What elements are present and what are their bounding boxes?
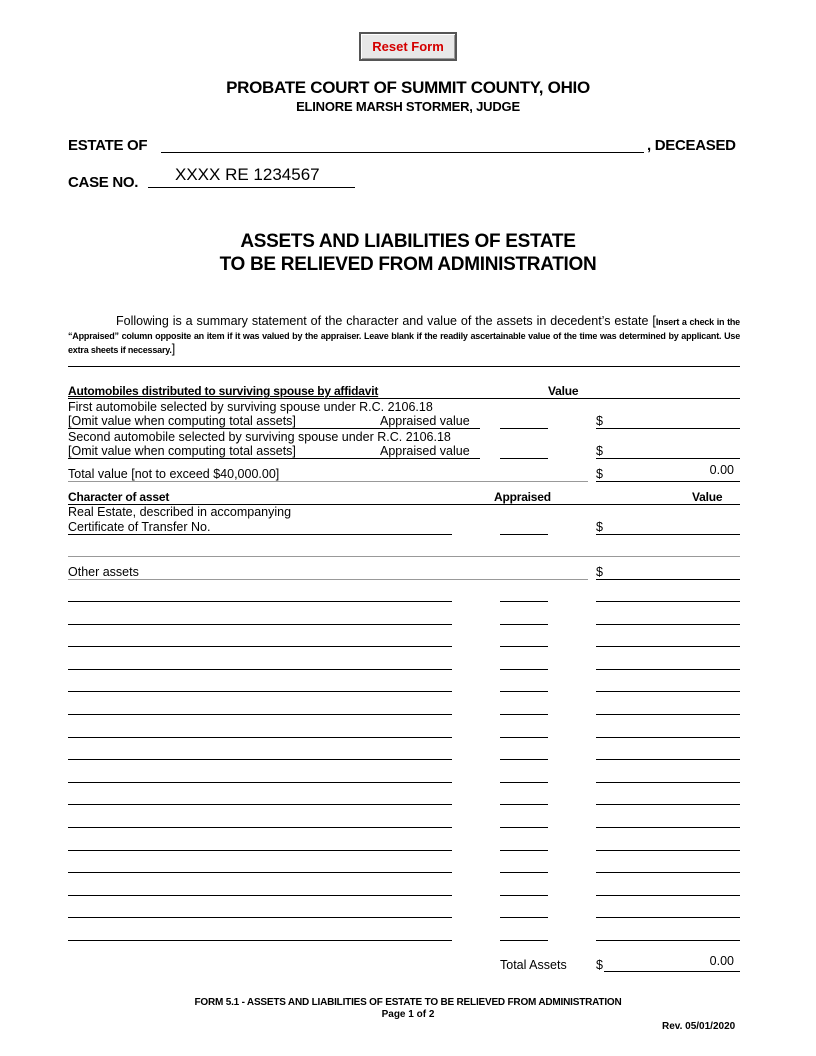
asset-value-field[interactable] (596, 601, 740, 602)
asset-value-field[interactable] (596, 737, 740, 738)
asset-appraised-checkbox[interactable] (500, 601, 548, 602)
second-auto-line1: Second automobile selected by surviving spouse under R.C. 2106.18 (68, 430, 451, 444)
real-estate-line2: Certificate of Transfer No. (68, 520, 211, 534)
autos-header-rule (68, 398, 740, 399)
first-auto-dollar: $ (596, 414, 603, 428)
total-assets-field[interactable] (604, 971, 740, 972)
asset-description-field[interactable] (68, 691, 452, 692)
other-assets-dollar: $ (596, 565, 603, 579)
deceased-label: , DECEASED (647, 137, 736, 154)
asset-value-field[interactable] (596, 691, 740, 692)
second-auto-appraised-label: Appraised value (380, 444, 470, 458)
instructions (68, 315, 740, 357)
asset-value-field[interactable] (596, 624, 740, 625)
real-estate-line1: Real Estate, described in accompanying (68, 505, 292, 519)
asset-description-field[interactable] (68, 782, 452, 783)
asset-description-field[interactable] (68, 917, 452, 918)
first-auto-value-field[interactable] (596, 428, 740, 429)
asset-description-field[interactable] (68, 872, 452, 873)
real-estate-value-field[interactable] (596, 534, 740, 535)
other-assets-rule (68, 579, 588, 580)
asset-appraised-checkbox[interactable] (500, 691, 548, 692)
second-auto-line2: [Omit value when computing total assets] (68, 444, 296, 458)
asset-appraised-checkbox[interactable] (500, 850, 548, 851)
footer-form-title: FORM 5.1 - ASSETS AND LIABILITIES OF ESTATE TO BE RELIEVED FROM ADMINISTRATION (194, 997, 622, 1008)
judge-name: ELINORE MARSH STORMER, JUDGE (296, 99, 520, 114)
value-header: Value (692, 490, 723, 504)
autos-total-value[interactable]: 0.00 (709, 463, 734, 477)
asset-value-field[interactable] (596, 646, 740, 647)
asset-description-field[interactable] (68, 646, 452, 647)
char-asset-header: Character of asset (68, 490, 170, 504)
asset-description-field[interactable] (68, 759, 452, 760)
asset-description-field[interactable] (68, 624, 452, 625)
instructions-end: ] (171, 342, 176, 356)
real-estate-appraised-checkbox[interactable] (500, 534, 548, 535)
autos-header: Automobiles distributed to surviving spouse by affidavit (68, 384, 379, 398)
asset-appraised-checkbox[interactable] (500, 895, 548, 896)
asset-value-field[interactable] (596, 782, 740, 783)
form-title-line1: ASSETS AND LIABILITIES OF ESTATE (240, 231, 576, 252)
asset-appraised-checkbox[interactable] (500, 646, 548, 647)
other-assets-value-field[interactable] (596, 579, 740, 580)
asset-appraised-checkbox[interactable] (500, 782, 548, 783)
reset-form-button[interactable]: Reset Form (359, 32, 457, 61)
case-number-field[interactable]: XXXX RE 1234567 (148, 165, 355, 188)
first-auto-line2: [Omit value when computing total assets] (68, 414, 296, 428)
blank-rule (68, 556, 740, 557)
second-auto-appraised-checkbox[interactable] (500, 458, 548, 459)
asset-description-field[interactable] (68, 827, 452, 828)
second-auto-value-field[interactable] (596, 458, 740, 459)
asset-value-field[interactable] (596, 759, 740, 760)
asset-value-field[interactable] (596, 669, 740, 670)
real-estate-rule (68, 534, 452, 535)
asset-appraised-checkbox[interactable] (500, 624, 548, 625)
total-assets-label: Total Assets (500, 958, 567, 972)
asset-description-field[interactable] (68, 737, 452, 738)
section-divider (68, 366, 740, 367)
asset-value-field[interactable] (596, 804, 740, 805)
asset-appraised-checkbox[interactable] (500, 669, 548, 670)
instructions-text: Following is a summary statement of the character and value of the assets in decedent’s estate [ (116, 314, 656, 328)
instructions-note: Insert a check in the “Appraised” column opposite an item if it was valued by the appraiser. Leave blank if the readily ascertainable value of the time was determined by applicant. Use extra sheets if necessary. (68, 317, 740, 355)
autos-value-header: Value (548, 384, 579, 398)
autos-total-field[interactable] (596, 481, 740, 482)
asset-description-field[interactable] (68, 714, 452, 715)
asset-description-field[interactable] (68, 940, 452, 941)
asset-description-field[interactable] (68, 669, 452, 670)
asset-appraised-checkbox[interactable] (500, 827, 548, 828)
case-number-label: CASE NO. (68, 174, 139, 191)
total-assets-value[interactable]: 0.00 (709, 954, 734, 968)
asset-value-field[interactable] (596, 940, 740, 941)
asset-value-field[interactable] (596, 895, 740, 896)
footer-page-number: Page 1 of 2 (381, 1009, 435, 1020)
footer-revision: Rev. 05/01/2020 (662, 1021, 736, 1032)
other-assets-label: Other assets (68, 565, 139, 579)
autos-total-rule (68, 481, 588, 482)
first-auto-appraised-label: Appraised value (380, 414, 470, 428)
form-title-line2: TO BE RELIEVED FROM ADMINISTRATION (219, 254, 597, 275)
asset-appraised-checkbox[interactable] (500, 714, 548, 715)
asset-description-field[interactable] (68, 804, 452, 805)
second-auto-dollar: $ (596, 444, 603, 458)
asset-value-field[interactable] (596, 917, 740, 918)
asset-appraised-checkbox[interactable] (500, 872, 548, 873)
appraised-header: Appraised (494, 490, 551, 504)
asset-appraised-checkbox[interactable] (500, 804, 548, 805)
first-auto-rule (68, 428, 480, 429)
asset-value-field[interactable] (596, 872, 740, 873)
asset-description-field[interactable] (68, 895, 452, 896)
first-auto-appraised-checkbox[interactable] (500, 428, 548, 429)
asset-appraised-checkbox[interactable] (500, 917, 548, 918)
asset-description-field[interactable] (68, 601, 452, 602)
total-assets-dollar: $ (596, 958, 603, 972)
asset-value-field[interactable] (596, 714, 740, 715)
asset-description-field[interactable] (68, 850, 452, 851)
first-auto-line1: First automobile selected by surviving spouse under R.C. 2106.18 (68, 400, 433, 414)
court-name: PROBATE COURT OF SUMMIT COUNTY, OHIO (226, 78, 590, 97)
asset-appraised-checkbox[interactable] (500, 940, 548, 941)
asset-appraised-checkbox[interactable] (500, 759, 548, 760)
asset-value-field[interactable] (596, 850, 740, 851)
asset-value-field[interactable] (596, 827, 740, 828)
second-auto-rule (68, 458, 480, 459)
estate-name-field[interactable] (161, 152, 644, 153)
autos-total-dollar: $ (596, 467, 603, 481)
real-estate-dollar: $ (596, 520, 603, 534)
estate-label: ESTATE OF (68, 137, 148, 154)
asset-appraised-checkbox[interactable] (500, 737, 548, 738)
autos-total-label: Total value [not to exceed $40,000.00] (68, 467, 280, 481)
